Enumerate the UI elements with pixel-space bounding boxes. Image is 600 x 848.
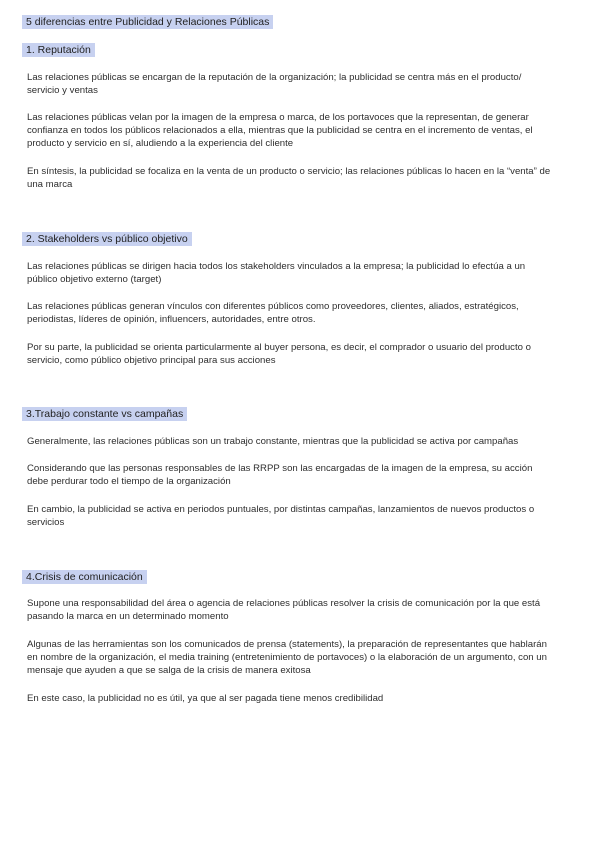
section-heading-stakeholders: 2. Stakeholders vs público objetivo	[22, 232, 192, 246]
section-2-paragraph-1: Las relaciones públicas se dirigen hacia todos los stakeholders vinculados a la empresa; la publicidad lo efectúa a un público objetivo externo (target)	[27, 261, 526, 286]
section-heading-trabajo-constante: 3.Trabajo constante vs campañas	[22, 407, 187, 421]
section-3-paragraph-3: En cambio, la publicidad se activa en periodos puntuales, por distintas campañas, lanzamientos de nuevos productos o servicios	[27, 504, 535, 529]
section-heading-crisis: 4.Crisis de comunicación	[22, 570, 147, 584]
section-1-paragraph-1: Las relaciones públicas se encargan de la reputación de la organización; la publicidad se centra más en el producto/ servicio y ventas	[27, 72, 522, 97]
section-heading-reputacion: 1. Reputación	[22, 43, 95, 57]
section-4-paragraph-2: Algunas de las herramientas son los comunicados de prensa (statements), la preparación de representantes que hablarán en nombre de la organización, el media training (entretenimiento de portavoces) o la elaboración de un argumento, con un mensaje que ayuden a que se salga de la crisis de manera exitosa	[27, 639, 547, 677]
section-4-paragraph-1: Supone una responsabilidad del área o agencia de relaciones públicas resolver la crisis de comunicación por la que está pasando la marca en un determinado momento	[27, 598, 541, 623]
section-2-paragraph-2: Las relaciones públicas generan vínculos con diferentes públicos como proveedores, clientes, aliados, estratégicos, periodistas, líderes de opinión, influencers, autoridades, entre otros.	[27, 301, 519, 326]
document-title	[22, 15, 273, 29]
title-highlight: 5 diferencias entre Publicidad y Relaciones Públicas	[22, 15, 273, 29]
section-3-paragraph-2: Considerando que las personas responsables de las RRPP son las encargadas de la imagen de la empresa, su acción debe perdurar todo el tiempo de la organización	[27, 463, 533, 488]
section-4-paragraph-3: En este caso, la publicidad no es útil, ya que al ser pagada tiene menos credibilidad	[27, 693, 384, 704]
section-3-paragraph-1: Generalmente, las relaciones públicas son un trabajo constante, mientras que la publicidad se activa por campañas	[27, 436, 519, 447]
section-1-paragraph-3: En síntesis, la publicidad se focaliza en la venta de un producto o servicio; las relaciones públicas lo hacen en la “venta” de una marca	[27, 166, 551, 191]
section-2-paragraph-3: Por su parte, la publicidad se orienta particularmente al buyer persona, es decir, el comprador o usuario del producto o servicio, como público objetivo principal para sus acciones	[27, 342, 531, 367]
section-1-paragraph-2: Las relaciones públicas velan por la imagen de la empresa o marca, de los portavoces que la representan, de generar confianza en todos los públicos relacionados a ella, mientras que la publicidad se centra en el incremento de ventas, el producto y servicio en sí, aludiendo a la experiencia del cliente	[27, 112, 533, 150]
